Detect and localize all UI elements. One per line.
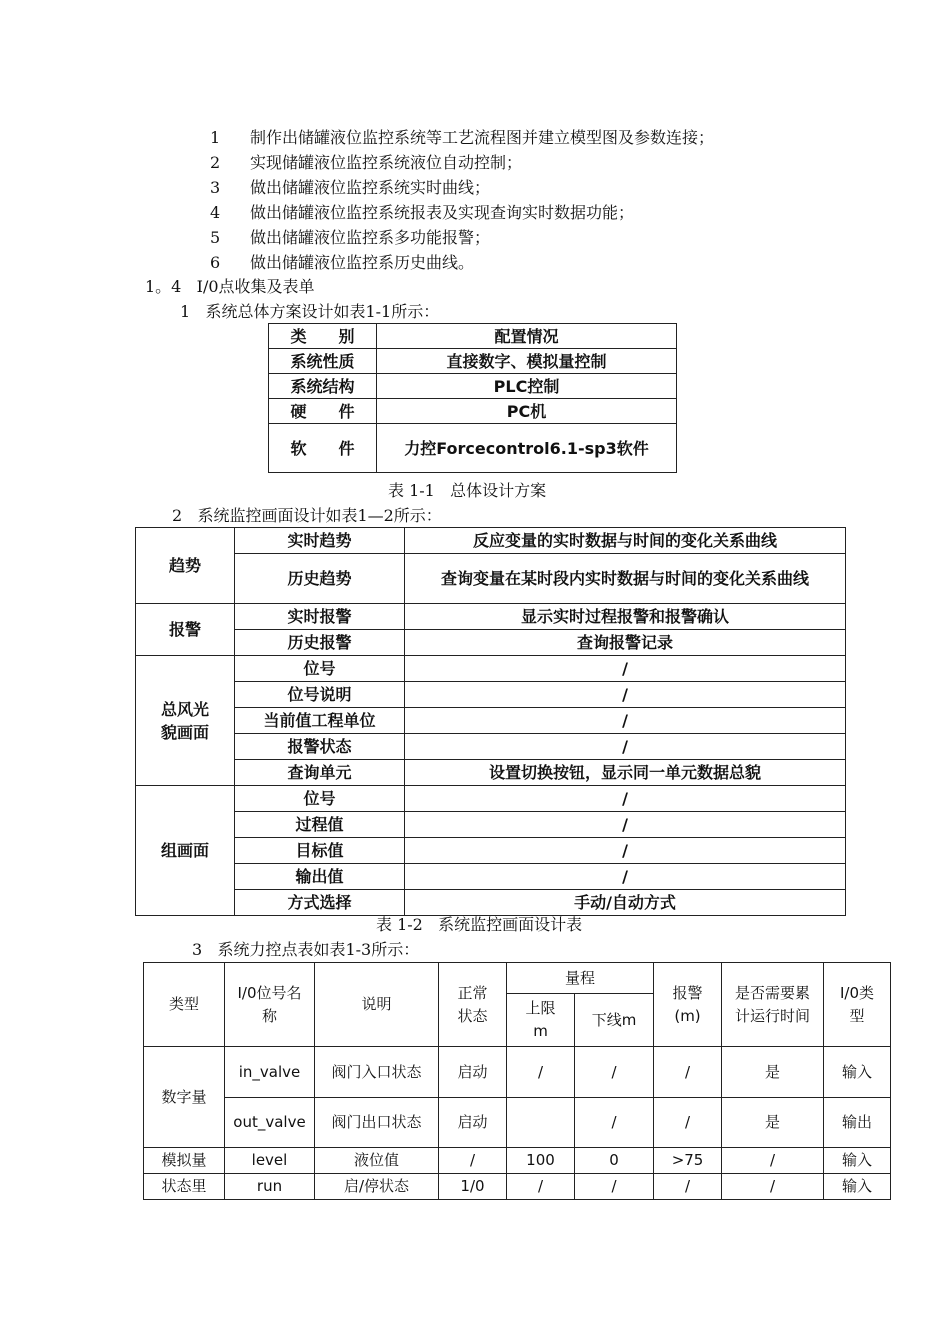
table-row bbox=[136, 838, 846, 864]
table-cell: 实时报警 bbox=[235, 604, 405, 630]
table-cell: 输出 bbox=[824, 1098, 891, 1148]
list-num: 5 bbox=[210, 228, 221, 247]
table-cell: 输入 bbox=[824, 1047, 891, 1098]
table-cell: 反应变量的实时数据与时间的变化关系曲线 bbox=[405, 528, 846, 554]
table-header-cell: 配置情况 bbox=[377, 324, 677, 349]
table-cell: 直接数字、模拟量控制 bbox=[377, 349, 677, 374]
list-num: 6 bbox=[210, 253, 221, 272]
table-cell: 系统结构 bbox=[269, 374, 377, 399]
list-item-3 bbox=[210, 177, 490, 199]
list-item-4 bbox=[210, 202, 634, 224]
table-cell: 查询单元 bbox=[235, 760, 405, 786]
table-cell: 阀门入口状态 bbox=[315, 1047, 439, 1098]
group-cell: 组画面 bbox=[136, 786, 235, 916]
table-row bbox=[136, 864, 846, 890]
table-cell: 查询变量在某时段内实时数据与时间的变化关系曲线 bbox=[405, 554, 846, 604]
table-cell: / bbox=[405, 864, 846, 890]
list-num: 2 bbox=[210, 153, 221, 172]
table-row bbox=[136, 734, 846, 760]
type-cell: 状态里 bbox=[144, 1174, 225, 1200]
table-row bbox=[144, 1174, 891, 1200]
table-cell: >75 bbox=[654, 1148, 722, 1174]
table-row bbox=[136, 656, 846, 682]
table-header-cell: 说明 bbox=[315, 963, 439, 1047]
table-cell: 输入 bbox=[824, 1148, 891, 1174]
group-cell: 报警 bbox=[136, 604, 235, 656]
table-cell: 输出值 bbox=[235, 864, 405, 890]
list-num: 4 bbox=[210, 203, 221, 222]
table-cell: 软 件 bbox=[269, 424, 377, 473]
table-cell bbox=[507, 1098, 575, 1148]
table-cell: 系统性质 bbox=[269, 349, 377, 374]
table-row bbox=[144, 1098, 891, 1148]
table-cell: 硬 件 bbox=[269, 399, 377, 424]
table-header-cell: 类 别 bbox=[269, 324, 377, 349]
table-header-cell: 正常状态 bbox=[439, 963, 507, 1047]
table-cell: 显示实时过程报警和报警确认 bbox=[405, 604, 846, 630]
table-cell: 0 bbox=[575, 1148, 654, 1174]
table-cell: PC机 bbox=[377, 399, 677, 424]
table-cell: 启动 bbox=[439, 1047, 507, 1098]
table-cell: / bbox=[722, 1148, 824, 1174]
paragraph-2: 2 系统监控画面设计如表1—2所示： bbox=[172, 506, 442, 525]
list-num: 1 bbox=[210, 128, 221, 147]
table-cell: / bbox=[405, 838, 846, 864]
table-cell: PLC控制 bbox=[377, 374, 677, 399]
table-monitor-screens bbox=[135, 527, 846, 916]
table-cell: 位号说明 bbox=[235, 682, 405, 708]
table-cell: 是 bbox=[722, 1047, 824, 1098]
table-cell: / bbox=[439, 1148, 507, 1174]
table-header-row bbox=[144, 963, 891, 994]
list-text: 做出储罐液位监控系统报表及实现查询实时数据功能； bbox=[250, 203, 635, 222]
table-cell: 当前值工程单位 bbox=[235, 708, 405, 734]
type-cell: 数字量 bbox=[144, 1047, 225, 1148]
table-cell: 位号 bbox=[235, 656, 405, 682]
table-header-cell: I/0类型 bbox=[824, 963, 891, 1047]
table-cell: / bbox=[405, 786, 846, 812]
table-cell: / bbox=[722, 1174, 824, 1200]
table-cell: run bbox=[225, 1174, 315, 1200]
table-cell: 手动/自动方式 bbox=[405, 890, 846, 916]
table-row bbox=[269, 374, 677, 399]
list-item-2 bbox=[210, 152, 522, 174]
table-cell: / bbox=[405, 812, 846, 838]
table-header-cell: 报警(m) bbox=[654, 963, 722, 1047]
table-cell: 是 bbox=[722, 1098, 824, 1148]
table-cell: / bbox=[654, 1174, 722, 1200]
table-cell: / bbox=[405, 682, 846, 708]
table-cell: 设置切换按钮，显示同一单元数据总貌 bbox=[405, 760, 846, 786]
type-cell: 模拟量 bbox=[144, 1148, 225, 1174]
table-cell: / bbox=[575, 1047, 654, 1098]
table-cell: / bbox=[405, 656, 846, 682]
table-cell: 历史趋势 bbox=[235, 554, 405, 604]
table-cell: 输入 bbox=[824, 1174, 891, 1200]
list-num: 3 bbox=[210, 178, 221, 197]
section-heading: 1。4 I/0点收集及表单 bbox=[145, 277, 315, 296]
group-cell: 总风光貌画面 bbox=[136, 656, 235, 786]
table-cell: 实时趋势 bbox=[235, 528, 405, 554]
table-row bbox=[136, 708, 846, 734]
table-cell: 历史报警 bbox=[235, 630, 405, 656]
paragraph-1: 1 系统总体方案设计如表1-1所示： bbox=[180, 302, 440, 321]
list-text: 制作出储罐液位监控系统等工艺流程图并建立模型图及参数连接； bbox=[250, 128, 715, 147]
table-row bbox=[136, 786, 846, 812]
list-text: 做出储罐液位监控系历史曲线。 bbox=[250, 253, 475, 272]
table-cell: / bbox=[405, 734, 846, 760]
table-row bbox=[269, 349, 677, 374]
table-cell: / bbox=[575, 1174, 654, 1200]
table-header-cell: 量程 bbox=[507, 963, 654, 994]
list-text: 做出储罐液位监控系多功能报警； bbox=[250, 228, 491, 247]
table-cell: 查询报警记录 bbox=[405, 630, 846, 656]
table-cell: 1/0 bbox=[439, 1174, 507, 1200]
table-cell: 液位值 bbox=[315, 1148, 439, 1174]
list-item-6 bbox=[210, 252, 474, 274]
table-cell: 阀门出口状态 bbox=[315, 1098, 439, 1148]
table-cell: out_valve bbox=[225, 1098, 315, 1148]
table-cell: 目标值 bbox=[235, 838, 405, 864]
group-cell: 趋势 bbox=[136, 528, 235, 604]
table-header-cell: 上限m bbox=[507, 994, 575, 1047]
list-text: 做出储罐液位监控系统实时曲线； bbox=[250, 178, 491, 197]
table-row bbox=[269, 399, 677, 424]
table-header-cell: I/0位号名称 bbox=[225, 963, 315, 1047]
table-row bbox=[136, 812, 846, 838]
table-row bbox=[136, 554, 846, 604]
table-row bbox=[136, 630, 846, 656]
paragraph-3: 3 系统力控点表如表1-3所示： bbox=[192, 940, 420, 959]
table-cell: / bbox=[654, 1098, 722, 1148]
table-1-caption: 表 1-1 总体设计方案 bbox=[388, 481, 547, 500]
table-cell: / bbox=[405, 708, 846, 734]
table-cell: 力控Forcecontrol6.1-sp3软件 bbox=[377, 424, 677, 473]
table-cell: in_valve bbox=[225, 1047, 315, 1098]
table-row bbox=[136, 760, 846, 786]
table-row bbox=[136, 604, 846, 630]
table-cell: level bbox=[225, 1148, 315, 1174]
table-row bbox=[269, 424, 677, 473]
list-item-1 bbox=[210, 127, 714, 149]
table-cell: / bbox=[575, 1098, 654, 1148]
list-text: 实现储罐液位监控系统液位自动控制； bbox=[250, 153, 523, 172]
table-cell: 位号 bbox=[235, 786, 405, 812]
table-io-points bbox=[143, 962, 891, 1200]
table-header-row bbox=[269, 324, 677, 349]
table-cell: 报警状态 bbox=[235, 734, 405, 760]
table-header-cell: 类型 bbox=[144, 963, 225, 1047]
table-header-cell: 下线m bbox=[575, 994, 654, 1047]
table-row bbox=[144, 1148, 891, 1174]
list-item-5 bbox=[210, 227, 490, 249]
table-cell: 过程值 bbox=[235, 812, 405, 838]
table-2-caption: 表 1-2 系统监控画面设计表 bbox=[376, 915, 583, 934]
table-overall-design bbox=[268, 323, 677, 473]
table-cell: / bbox=[507, 1047, 575, 1098]
table-row bbox=[144, 1047, 891, 1098]
table-row bbox=[136, 528, 846, 554]
table-cell: 方式选择 bbox=[235, 890, 405, 916]
table-cell: 启动 bbox=[439, 1098, 507, 1148]
table-cell: / bbox=[654, 1047, 722, 1098]
table-row bbox=[136, 682, 846, 708]
table-cell: / bbox=[507, 1174, 575, 1200]
table-cell: 100 bbox=[507, 1148, 575, 1174]
table-row bbox=[136, 890, 846, 916]
table-cell: 启/停状态 bbox=[315, 1174, 439, 1200]
table-header-cell: 是否需要累计运行时间 bbox=[722, 963, 824, 1047]
